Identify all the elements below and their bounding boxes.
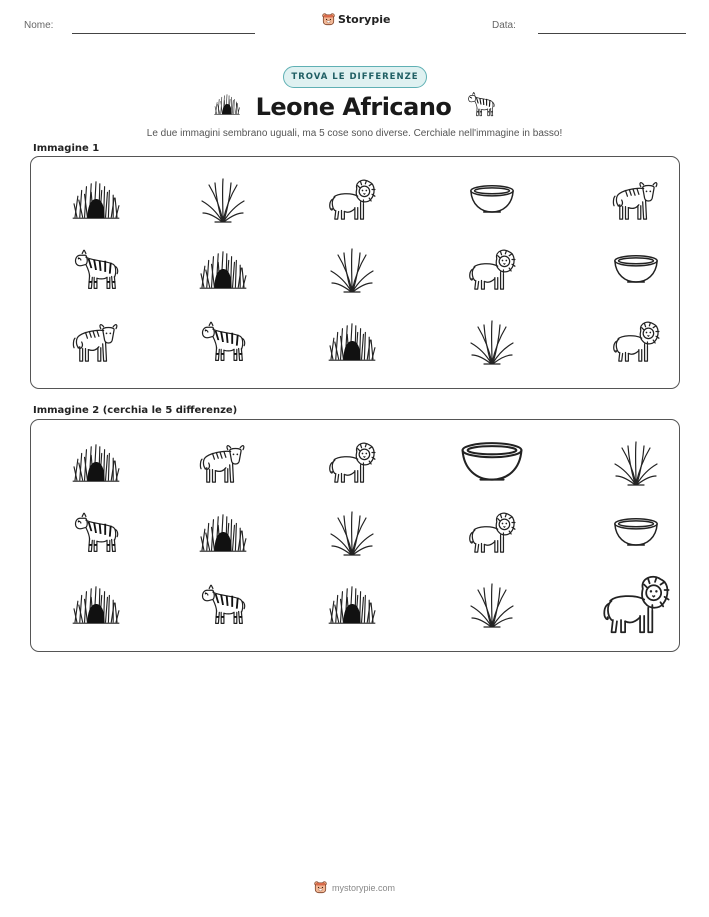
footer-url: mystorypie.com	[331, 882, 395, 893]
picture-panel-1	[30, 156, 680, 389]
grass-icon	[447, 307, 537, 377]
grass-icon[interactable]	[447, 570, 537, 640]
den-icon[interactable]	[51, 570, 141, 640]
den-icon	[214, 93, 240, 121]
bowl-icon	[447, 165, 537, 235]
wildebeest-icon[interactable]	[178, 428, 268, 498]
panel1-label: Immagine 1	[33, 143, 100, 154]
zebra-icon	[178, 307, 268, 377]
grass-icon	[178, 165, 268, 235]
brand-name: Storypie	[338, 13, 391, 26]
lion-icon	[447, 235, 537, 305]
instructions: Le due immagini sembrano uguali, ma 5 cose sono diverse. Cerchiale nell'immagine in basso!	[146, 128, 563, 139]
storypie-bear-icon	[314, 881, 327, 894]
den-icon[interactable]	[307, 570, 397, 640]
activity-badge: TROVA LE DIFFERENZE	[283, 66, 427, 88]
page-title: Leone Africano	[255, 93, 452, 121]
zebra-icon[interactable]	[51, 498, 141, 568]
grass-icon[interactable]	[591, 428, 681, 498]
den-icon[interactable]	[178, 498, 268, 568]
brand-logo	[322, 13, 390, 26]
lion-icon	[307, 165, 397, 235]
storypie-bear-icon	[322, 13, 335, 26]
title-row	[0, 92, 709, 122]
den-icon	[51, 165, 141, 235]
grass-icon[interactable]	[307, 498, 397, 568]
zebra-icon	[467, 92, 495, 122]
wildebeest-icon	[51, 307, 141, 377]
bowl-icon-large[interactable]	[447, 428, 537, 498]
wildebeest-icon	[591, 165, 681, 235]
footer	[0, 881, 709, 894]
grass-icon	[307, 235, 397, 305]
lion-icon[interactable]	[307, 428, 397, 498]
date-label: Data:	[492, 20, 516, 31]
panel2-label: Immagine 2 (cerchia le 5 differenze)	[33, 405, 238, 416]
name-field-line[interactable]	[72, 33, 255, 34]
lion-icon	[591, 307, 681, 377]
name-label: Nome:	[24, 20, 54, 31]
bowl-icon	[591, 235, 681, 305]
zebra-icon[interactable]	[178, 570, 268, 640]
lion-icon[interactable]	[447, 498, 537, 568]
zebra-icon	[51, 235, 141, 305]
date-field-line[interactable]	[538, 33, 686, 34]
bowl-icon[interactable]	[591, 498, 681, 568]
den-icon	[307, 307, 397, 377]
picture-panel-2[interactable]	[30, 419, 680, 652]
den-icon[interactable]	[51, 428, 141, 498]
den-icon	[178, 235, 268, 305]
lion-icon-large[interactable]	[591, 570, 681, 640]
